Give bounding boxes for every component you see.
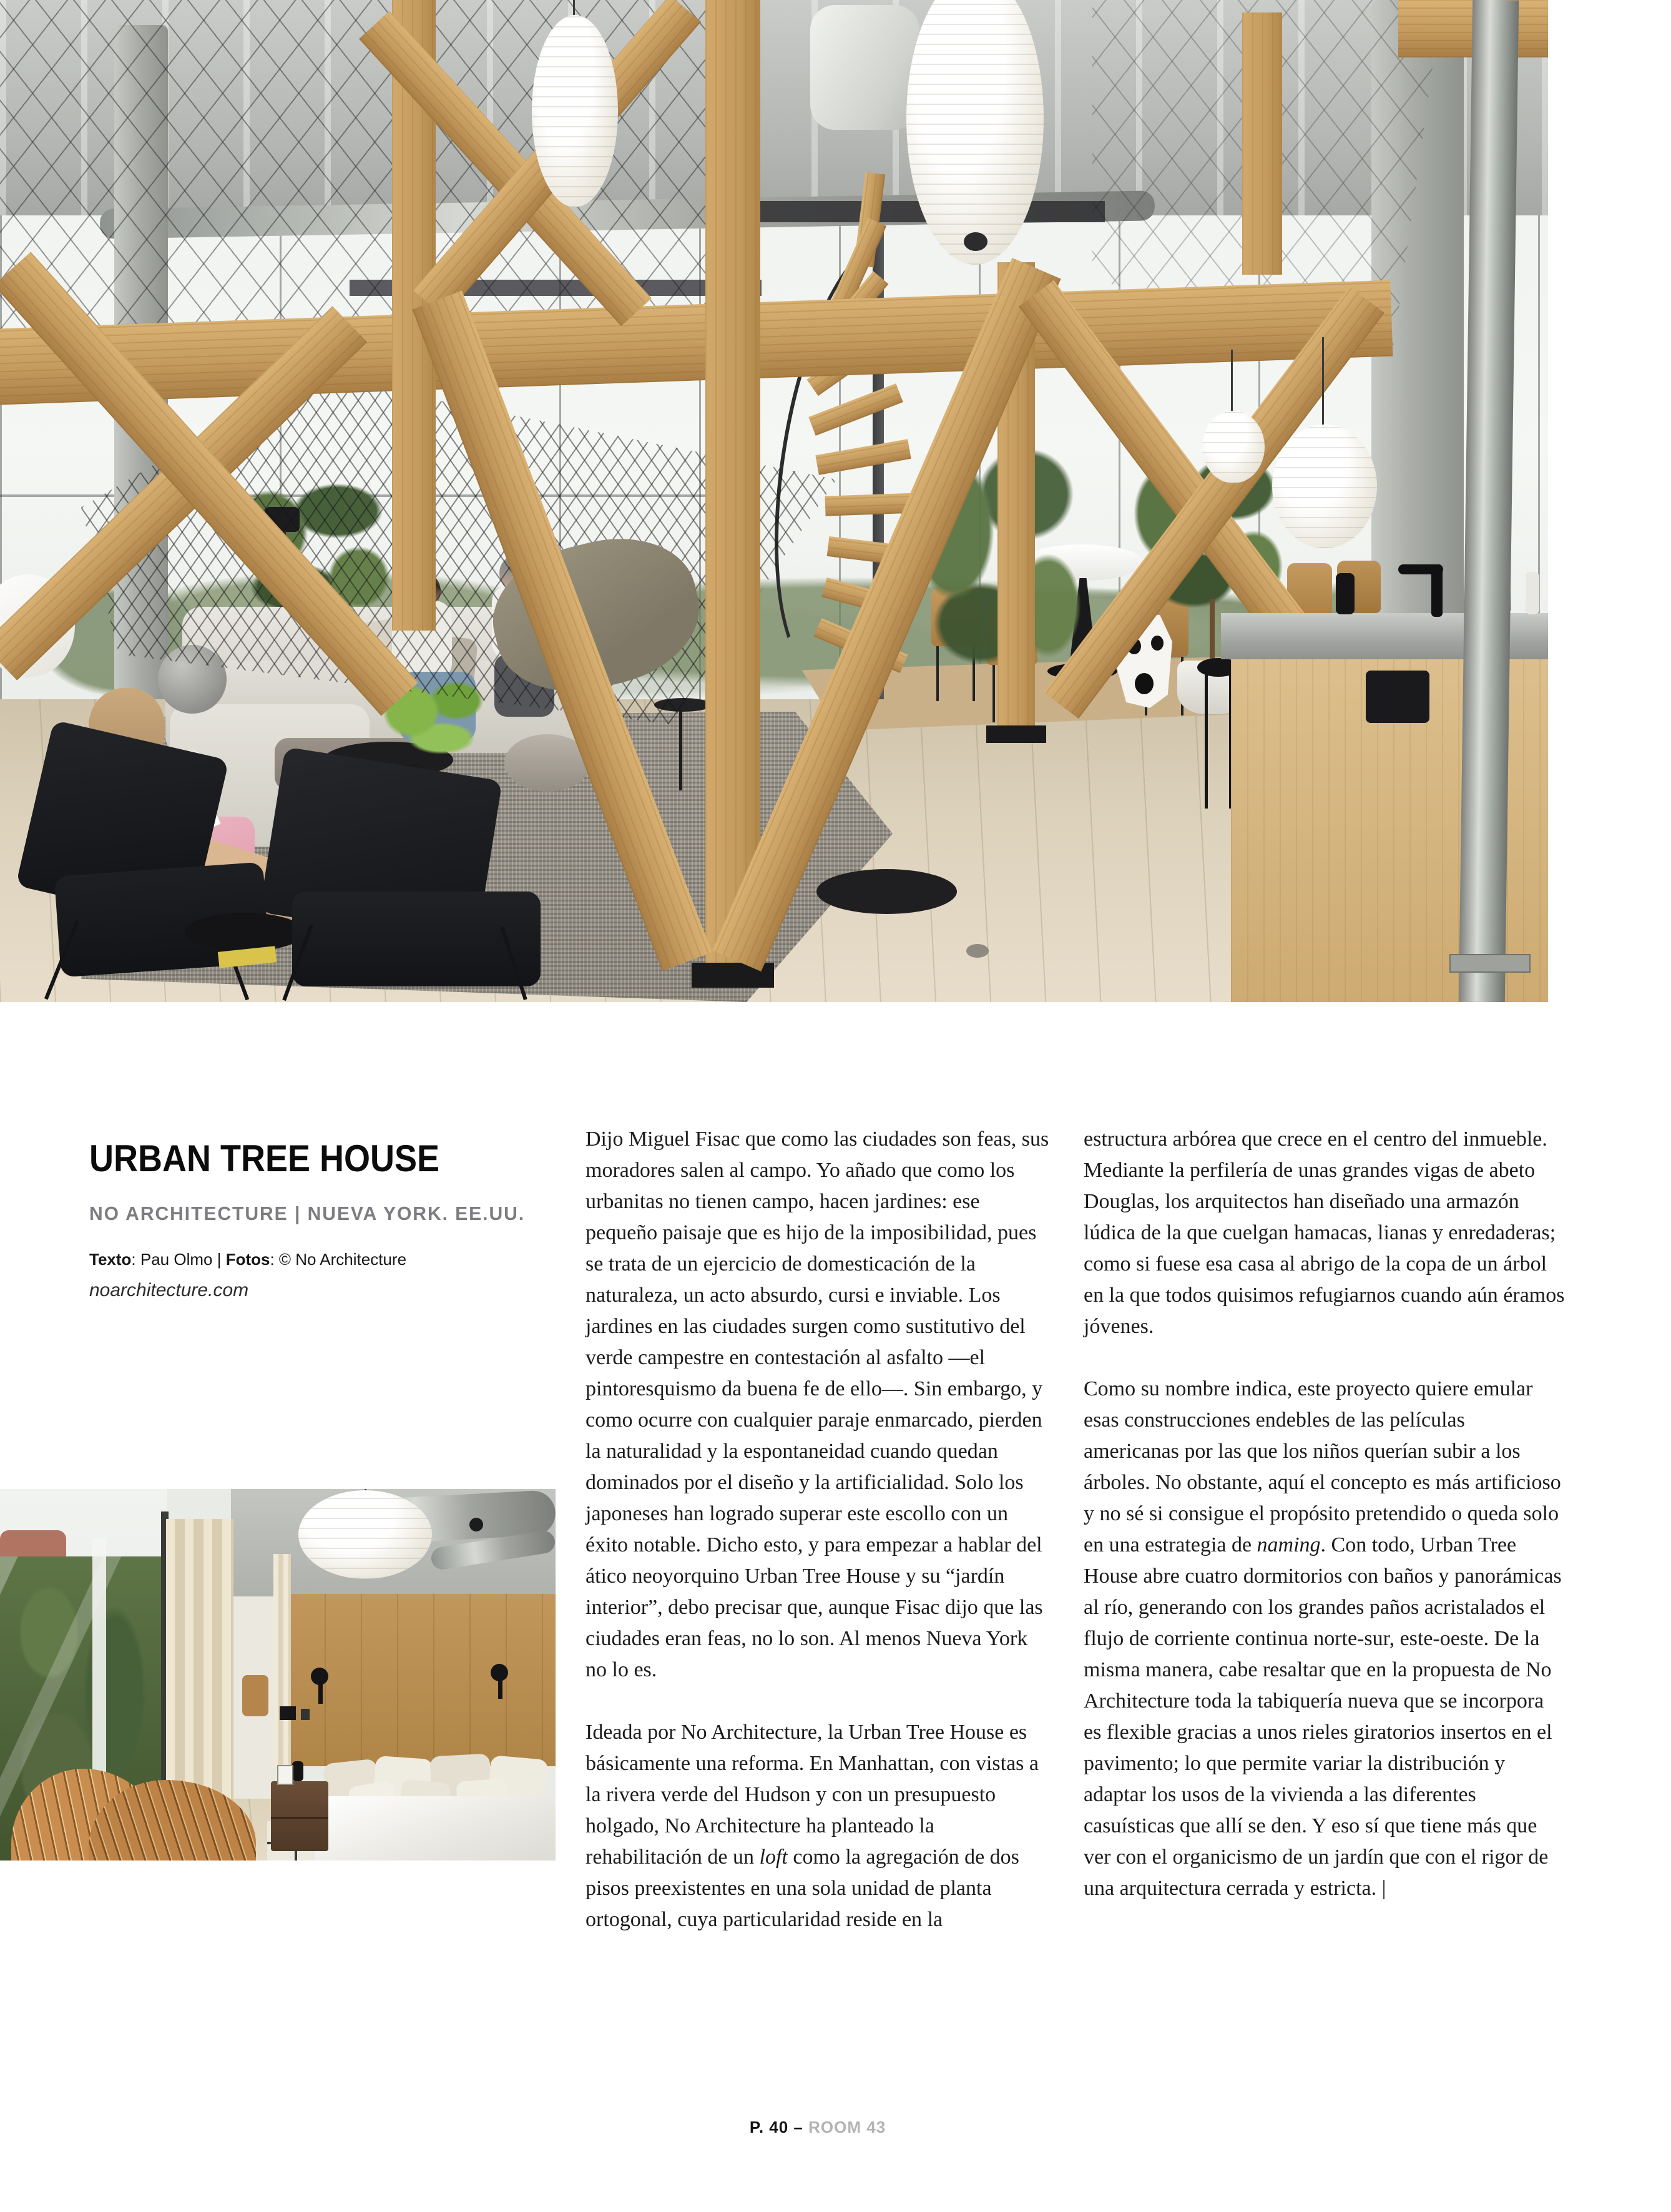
paper-lantern [532,15,618,207]
paragraph: estructura arbórea que crece en el centro del inmueble. Mediante la perfilería de unas grandes vigas de abeto Douglas, los arquitectos han diseñado una armazón lúdica de la que cuelgan hamacas, lianas y enredaderas; como si fuese esa casa al abrigo de la copa de un árbol en la que todos quisimos refugiarnos cuando aún éramos jóvenes. [1084,1128,1565,1338]
panda-eye [1151,636,1164,651]
credits-texto-value: : Pau Olmo | [131,1250,226,1269]
nightstand-vase [292,1761,303,1781]
lantern-cord [1231,350,1233,415]
light-switch [301,1709,310,1720]
wood-post [705,0,760,965]
hero-photo [0,0,1548,1002]
stair-base-mat [816,869,957,914]
article-subtitle: NO ARCHITECTURE | NUEVA YORK. EE.UU. [89,1202,526,1224]
article-title: URBAN TREE HOUSE [89,1138,440,1179]
nightstand [271,1781,328,1851]
wood-post [1242,12,1282,275]
side-table [185,913,305,951]
photo-frame [277,1765,293,1785]
paragraph: Como su nombre indica, este proyecto quiere emular esas construcciones endebles de las películas americanas por las que los niños querían subir a los árboles. No obstante, aquí el concepto es más artificioso y no sé si consigue el propósito pretendido o queda solo en una estrategia de naming. Con todo, Urban Tree House abre cuatro dormitorios con baños y panorámicas al río, generando con los grandes paños acristalados el flujo de corriente continua norte-sur, este-oeste. De la misma manera, cabe resaltar que en la propuesta de No Architecture toda la tabiquería nueva que se incorpora es flexible gracias a unos rieles giratorios insertos en el pavimento; lo que permite variar la distribución y adaptar los usos de la vivienda a las diferentes casuísticas que allí se den. Y eso sí que tiene más que ver con el organicismo de un jardín que con el rigor de una arquitectura cerrada y estricta. | [1084,1377,1562,1900]
page-number: P. 40 – [749,2118,803,2136]
bed-duvet [315,1796,556,1861]
island-socket-panel [1366,671,1429,723]
paper-lantern [1272,425,1377,548]
floor-outlet [966,944,989,958]
bar-stool-legs [1205,674,1232,809]
wall-sconce-stem [498,1679,502,1699]
curtain [273,1554,291,1766]
lantern-opening [964,232,987,251]
article-credits [89,1250,406,1269]
body-column-2 [1084,1124,1566,1935]
wall-sconce-stem [318,1683,323,1704]
side-table-leg [679,709,682,790]
ceiling-duct [810,5,919,130]
bedroom-photo [0,1489,556,1861]
ceiling-speaker [469,1518,483,1531]
credits-fotos-value: : © No Architecture [270,1250,407,1269]
paper-lantern [1202,411,1265,483]
distant-chair [242,1675,268,1716]
page-footer [0,2118,1635,2137]
counter-mill [1526,572,1539,614]
body-column-1 [586,1124,1052,1967]
counter-bottle [1336,573,1355,614]
paper-lantern [298,1490,432,1579]
light-switch [280,1706,296,1720]
pipe-clamp [1449,954,1531,973]
credits-texto-label: Texto [89,1250,132,1269]
wood-wall [288,1594,556,1766]
paragraph: Dijo Miguel Fisac que como las ciudades son feas, sus moradores salen al campo. Yo añado que como los urbanitas no tienen campo, hacen jardines: ese pequeño paisaje que es hijo de la imposibilidad, pues se trata de un ejercicio de domesticación de la naturaleza, un acto absurdo, cursi e inviable. Los jardines en las ciudades surgen como sustitutivo del verde campestre en contestación al asfalto —el pintoresquismo da buena fe de ello—. Sin embargo, y como ocurre con cualquier paraje enmarcado, pierden la naturalidad y la espontaneidad cuando quedan dominados por el diseño y la artificialidad. Solo los japoneses han logrado superar este escollo con un éxito notable. Dicho esto, y para empezar a hablar del ático neoyorquino Urban Tree House y su “jardín interior”, debo precisar que, aunque Fisac dijo que las ciudades eran feas, no lo son. Al menos Nueva York no lo es. [586,1128,1049,1681]
magazine-issue: ROOM 43 [808,2118,886,2136]
credits-fotos-label: Fotos [225,1250,270,1269]
article-website: noarchitecture.com [89,1280,249,1300]
paragraph: Ideada por No Architecture, la Urban Tree House es básicamente una reforma. En Manhattan, con vistas a la rivera verde del Hudson y con un presupuesto holgado, No Architecture ha planteado la rehabilitación de un loft como la agregación de dos pisos preexistentes en una sola unidad de planta ortogonal, cuya particularidad reside en la [586,1721,1039,1931]
post-base-plate [986,725,1046,743]
kitchen-faucet-arm [1398,564,1443,574]
lantern-cord [1322,337,1324,428]
panda-mouth [1135,673,1154,694]
